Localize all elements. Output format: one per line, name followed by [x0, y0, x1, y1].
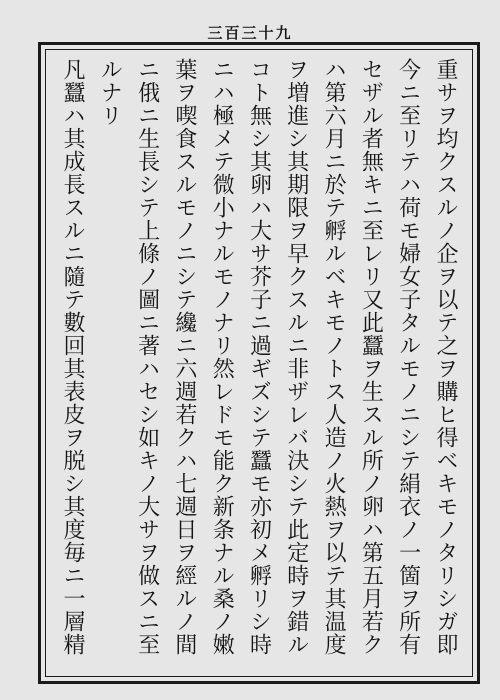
text-column-2: 今ニ至リテハ荷モ婦女子タルモノニシテ絹衣ノ一箇ヲ所有: [395, 58, 421, 656]
text-column-9: ニ俄ニ生長シテ上條ノ圖ニ著ハセシ如キノ大サヲ做スニ至: [134, 58, 160, 656]
text-column-10: ルナリ: [97, 58, 123, 127]
text-column-5: ヲ増進シ其期限ヲ早クスルニ非ザレバ決シテ此定時ヲ錯ル: [283, 58, 309, 656]
text-column-11: 凡蠶ハ其成長スルニ隨テ數回其表皮ヲ脱シ其度毎ニ一層精: [60, 58, 85, 656]
text-column-7: ニハ極メテ微小ナルモノナリ然レドモ能ク新条ナル桑ノ嫩: [209, 58, 235, 656]
page-number: 三百三十九: [207, 24, 293, 42]
text-column-6: コト無シ其卵ハ大サ芥子ニ過ギズシテ蠶モ亦初メ孵リシ時: [246, 58, 272, 656]
text-column-4: ハ第六月ニ於テ孵ルベキモノトス人造ノ火熱ヲ以テ其温度: [321, 58, 347, 656]
text-body: [52, 58, 466, 668]
text-column-8: 葉ヲ喫食スルモノニシテ纔ニ六週若クハ七週日ヲ經ルノ間: [171, 58, 197, 656]
text-column-1: 重サヲ均クスルノ企ヲ以テ之ヲ購ヒ得ベキモノタリシガ即: [432, 58, 458, 656]
text-column-3: セザル者無キニ至レリ又此蠶ヲ生スル所ノ卵ハ第五月若ク: [358, 58, 384, 656]
